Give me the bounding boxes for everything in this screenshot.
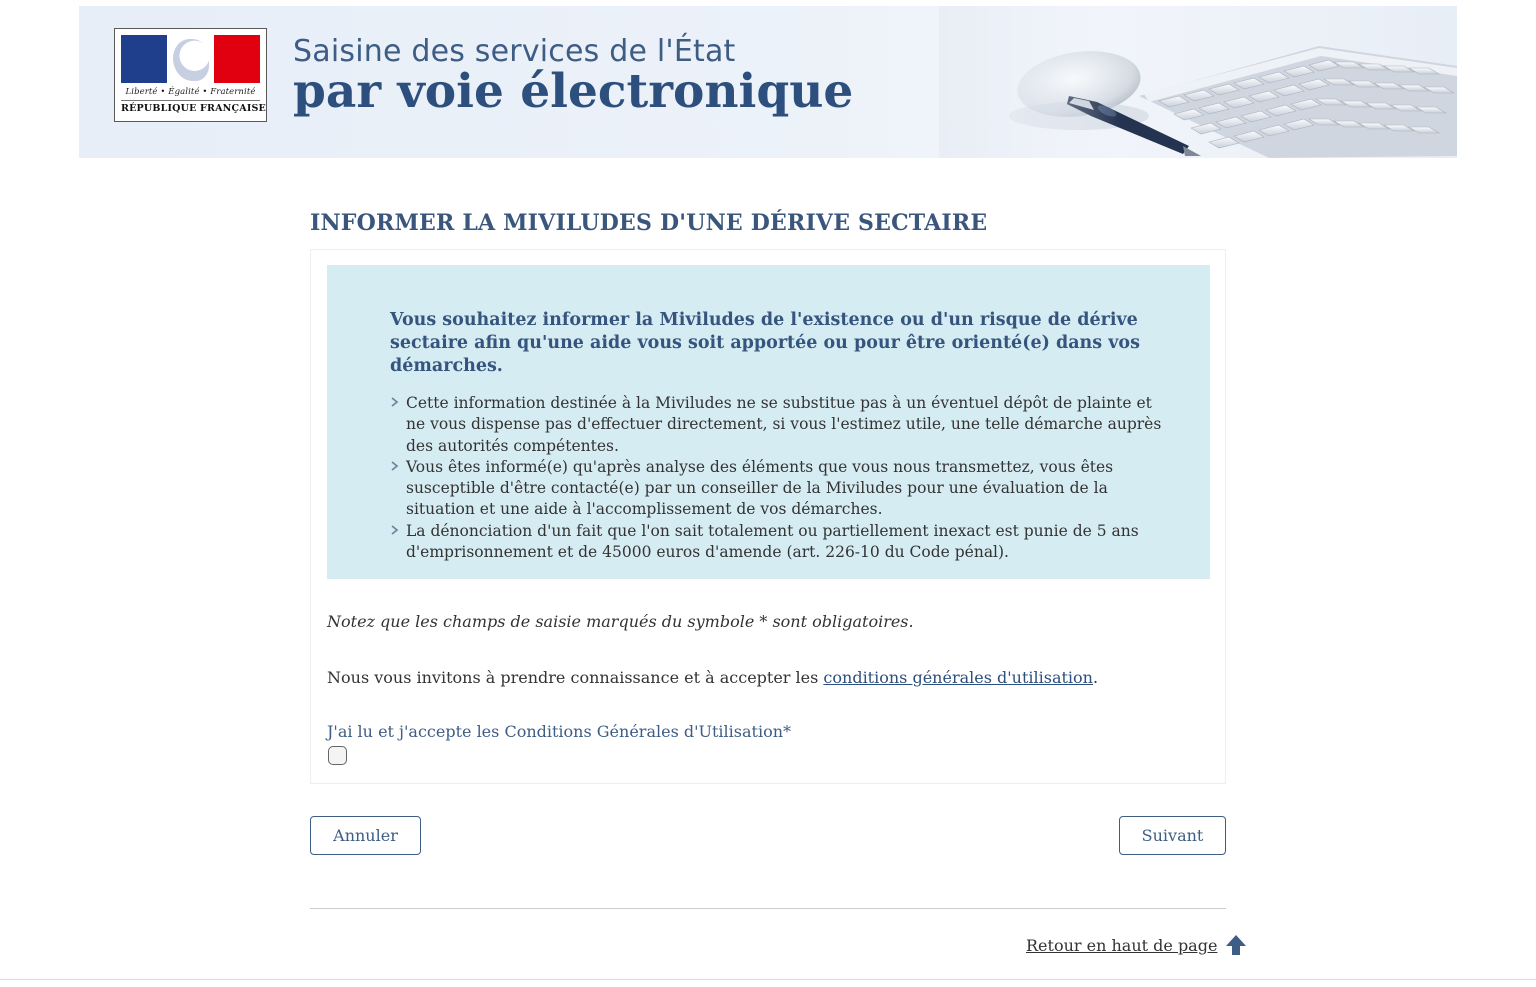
back-to-top-label: Retour en haut de page <box>1026 935 1218 955</box>
information-box <box>327 265 1210 579</box>
list-item-text: Cette information destinée à la Miviludes ne se substitue pas à un éventuel dépôt de plainte et ne vous dispense pas d'effectuer directement, si vous l'estimez utile, une telle démarche auprès des autorités compétentes. <box>406 394 1162 455</box>
form-panel <box>310 249 1226 784</box>
cgu-invite-text <box>327 668 1098 687</box>
cgu-invite-suffix: . <box>1092 668 1099 687</box>
cancel-button[interactable]: Annuler <box>310 816 421 855</box>
header-banner <box>79 6 1457 158</box>
cgu-link[interactable]: conditions générales d'utilisation <box>823 668 1093 687</box>
list-item-text: Vous êtes informé(e) qu'après analyse des éléments que vous nous transmettez, vous êtes susceptible d'être contacté(e) par un conseiller de la Miviludes pour une évaluation de la situation et une aide à l'accomplissement de vos démarches. <box>406 457 1114 519</box>
list-item-text: La dénonciation d'un fait que l'on sait totalement ou partiellement inexact est punie de 5 ans d'emprisonnement et de 45000 euros d'amende (art. 226-10 du Code pénal). <box>406 521 1139 562</box>
site-title: par voie électronique <box>293 64 854 119</box>
info-list <box>390 393 1170 563</box>
cgu-invite-prefix: Nous vous invitons à prendre connaissance et à accepter les <box>327 668 824 687</box>
list-item <box>390 521 1170 564</box>
page-bottom-border <box>0 979 1536 980</box>
chevron-right-icon <box>390 394 402 408</box>
list-item <box>390 457 1170 521</box>
cgu-accept-checkbox[interactable] <box>328 746 347 765</box>
back-to-top-link[interactable] <box>1026 934 1247 956</box>
page-title: INFORMER LA MIVILUDES D'UNE DÉRIVE SECTAIRE <box>310 210 988 236</box>
info-lead-text: Vous souhaitez informer la Miviludes de l'existence ou d'un risque de dérive sectaire afin qu'une aide vous soit apportée ou pour être orienté(e) dans vos démarches. <box>390 310 1140 376</box>
cgu-accept-label[interactable]: J'ai lu et j'accepte les Conditions Générales d'Utilisation* <box>327 722 791 741</box>
site-subtitle: Saisine des services de l'État <box>293 34 736 69</box>
logo-motto: Liberté • Égalité • Fraternité <box>125 87 256 97</box>
republique-francaise-logo <box>114 28 267 122</box>
keyboard-mouse-pen-illustration-icon <box>939 6 1457 158</box>
chevron-right-icon <box>390 522 402 536</box>
list-item <box>390 393 1170 457</box>
chevron-right-icon <box>390 458 402 472</box>
divider <box>310 908 1226 909</box>
logo-republic-name: RÉPUBLIQUE FRANÇAISE <box>121 100 260 114</box>
tricolor-flag-icon <box>121 35 260 83</box>
required-fields-note: Notez que les champs de saisie marqués du symbole * sont obligatoires. <box>327 612 914 631</box>
arrow-up-icon <box>1225 934 1247 956</box>
next-button[interactable]: Suivant <box>1119 816 1226 855</box>
